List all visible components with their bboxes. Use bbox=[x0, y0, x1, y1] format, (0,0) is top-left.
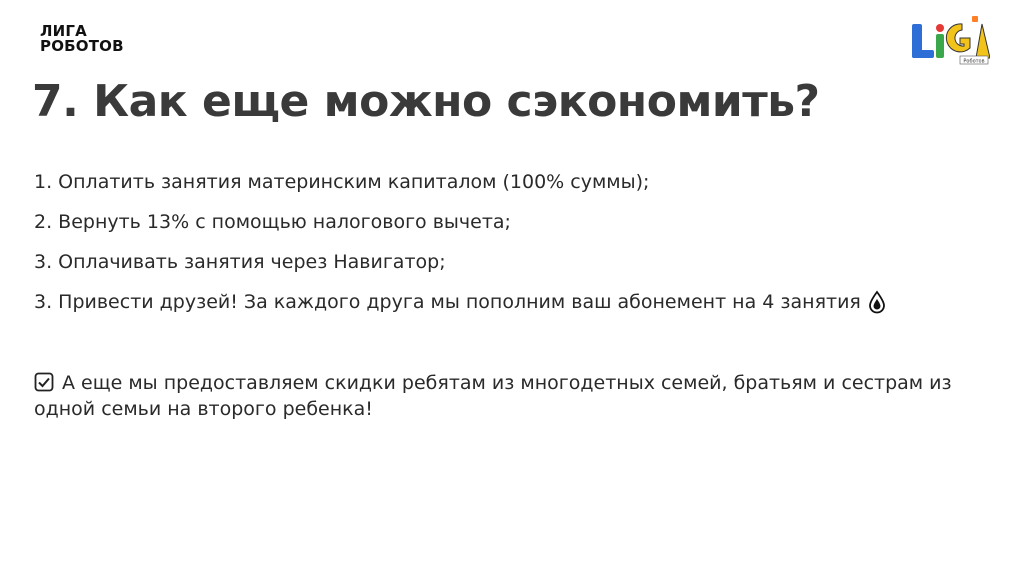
brand-line-2: РОБОТОВ bbox=[40, 37, 124, 55]
page-title: 7. Как еще можно сэкономить? bbox=[32, 76, 820, 127]
drop-icon bbox=[867, 290, 887, 314]
tips-list bbox=[34, 170, 994, 330]
list-item bbox=[34, 290, 994, 314]
list-item-text: 2. Вернуть 13% с помощью налогового вычета; bbox=[34, 211, 511, 233]
list-item bbox=[34, 210, 994, 234]
list-item-text: 3. Привести друзей! За каждого друга мы пополним ваш абонемент на 4 занятия bbox=[34, 291, 861, 313]
list-item-text: 3. Оплачивать занятия через Навигатор; bbox=[34, 251, 446, 273]
liga-logo bbox=[906, 10, 990, 66]
brand-line-1: ЛИГА bbox=[40, 22, 87, 40]
brand-wordmark bbox=[40, 24, 124, 54]
list-item bbox=[34, 170, 994, 194]
logo-subtext: Роботов bbox=[963, 58, 985, 65]
discount-note bbox=[34, 370, 974, 422]
list-item bbox=[34, 250, 994, 274]
note-text: А еще мы предоставляем скидки ребятам из многодетных семей, братьям и сестрам из одной семьи на второго ребенка! bbox=[34, 372, 952, 420]
checkbox-icon bbox=[34, 372, 54, 392]
list-item-text: 1. Оплатить занятия материнским капиталом (100% суммы); bbox=[34, 171, 650, 193]
